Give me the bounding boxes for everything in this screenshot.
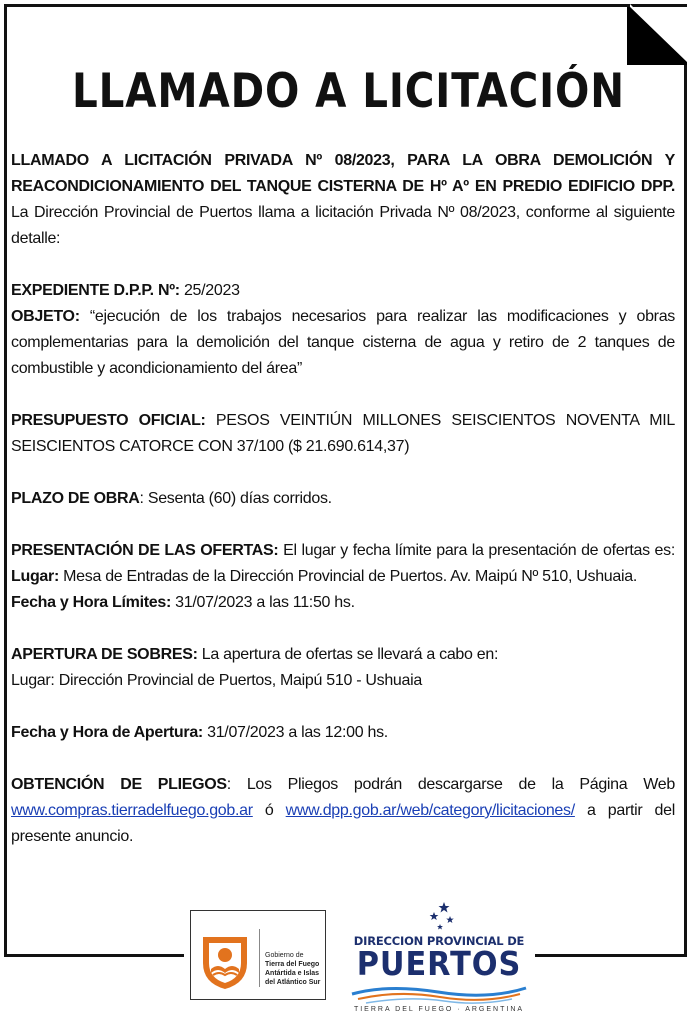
presentacion-paragraph	[11, 538, 675, 590]
dpp-licitaciones-link[interactable]: www.dpp.gob.ar/web/category/licitaciones/	[285, 802, 575, 819]
presentacion-label: PRESENTACIÓN DE LAS OFERTAS:	[11, 542, 279, 559]
waves-icon	[348, 984, 530, 1006]
dpp-logo	[344, 900, 534, 1020]
gobierno-logo-text	[265, 951, 325, 987]
intro-text: La Dirección Provincial de Puertos llama a licitación Privada Nº 08/2023, conforme al siguiente detalle:	[11, 204, 675, 247]
sheet-border-bottom	[535, 954, 687, 957]
plazo-value: : Sesenta (60) días corridos.	[139, 490, 332, 507]
page-title: LLAMADO A LICITACIÓN	[72, 64, 625, 119]
link-separator: ó	[252, 802, 286, 819]
gobierno-tdf-logo	[190, 910, 326, 1000]
presentacion-text: El lugar y fecha límite para la presentación de ofertas es:	[278, 542, 675, 559]
plazo-label: PLAZO DE OBRA	[11, 490, 140, 507]
apertura-label: APERTURA DE SOBRES:	[11, 646, 198, 663]
apertura-fecha-line	[11, 720, 675, 746]
gobierno-line: Gobierno de	[265, 952, 304, 959]
pliegos-text: : Los Pliegos podrán descargarse de la Página Web	[226, 776, 675, 793]
pliegos-label: OBTENCIÓN DE PLIEGOS	[11, 776, 227, 793]
fecha-limite-value: 31/07/2023 a las 11:50 hs.	[170, 594, 355, 611]
sheet-border-bottom	[4, 954, 184, 957]
expediente-value: 25/2023	[179, 282, 240, 299]
intro-lead: LLAMADO A LICITACIÓN PRIVADA Nº 08/2023, PARA LA OBRA DEMOLICIÓN Y REACONDICIONAMIENTO DEL TANQUE CISTERNA DE Hº Aº EN PREDIO EDIFICIO DPP.	[11, 152, 675, 195]
presupuesto-paragraph	[11, 408, 675, 460]
gobierno-line: del Atlántico Sur	[265, 979, 321, 986]
objeto-paragraph	[11, 304, 675, 382]
dpp-top-text: DIRECCION PROVINCIAL DE	[353, 934, 525, 948]
fecha-limite-line	[11, 590, 675, 616]
presupuesto-value: PESOS VEINTIÚN MILLONES SEISCIENTOS NOVENTA MIL SEISCIENTOS CATORCE CON 37/100 ($ 21.690.614,37)	[11, 412, 675, 455]
pliegos-paragraph	[11, 772, 675, 850]
objeto-value: “ejecución de los trabajos necesarios para realizar las modificaciones y obras complementarias para la demolición del tanque cisterna de agua y retiro de 2 tanques de combustible y acondicionamiento del área”	[11, 308, 675, 377]
gobierno-line: Antártida e Islas	[265, 970, 320, 977]
notice-body	[11, 148, 675, 850]
fecha-limite-label: Fecha y Hora Límites:	[11, 594, 171, 611]
provincial-seal-icon	[197, 931, 253, 991]
objeto-label: OBJETO:	[11, 308, 80, 325]
sheet-border-right	[684, 62, 687, 957]
logo-divider	[259, 929, 260, 987]
gobierno-line: Tierra del Fuego	[265, 961, 320, 968]
lugar-label: Lugar:	[11, 568, 59, 585]
apertura-fecha-value: 31/07/2023 a las 12:00 hs.	[202, 724, 388, 741]
stars-icon	[414, 900, 464, 934]
lugar-value: Mesa de Entradas de la Dirección Provincial de Puertos. Av. Maipú Nº 510, Ushuaia.	[58, 568, 637, 585]
compras-link[interactable]: www.compras.tierradelfuego.gob.ar	[11, 802, 253, 819]
dpp-main-text: PUERTOS	[356, 944, 522, 983]
apertura-fecha-label: Fecha y Hora de Apertura:	[11, 724, 203, 741]
pliegos-tail: a partir del presente anuncio.	[11, 802, 676, 845]
page-fold-icon	[624, 4, 687, 65]
apertura-line	[11, 642, 675, 668]
expediente-line	[11, 278, 675, 304]
intro-paragraph	[11, 148, 675, 252]
apertura-text: La apertura de ofertas se llevará a cabo en:	[197, 646, 499, 663]
plazo-line	[11, 486, 675, 512]
dpp-foot-text: TIERRA DEL FUEGO · ARGENTINA	[353, 1006, 525, 1013]
apertura-lugar-line: Lugar: Dirección Provincial de Puertos, Maipú 510 - Ushuaia	[11, 672, 422, 689]
presupuesto-label: PRESUPUESTO OFICIAL:	[11, 412, 206, 429]
expediente-label: EXPEDIENTE D.P.P. Nº:	[11, 282, 180, 299]
